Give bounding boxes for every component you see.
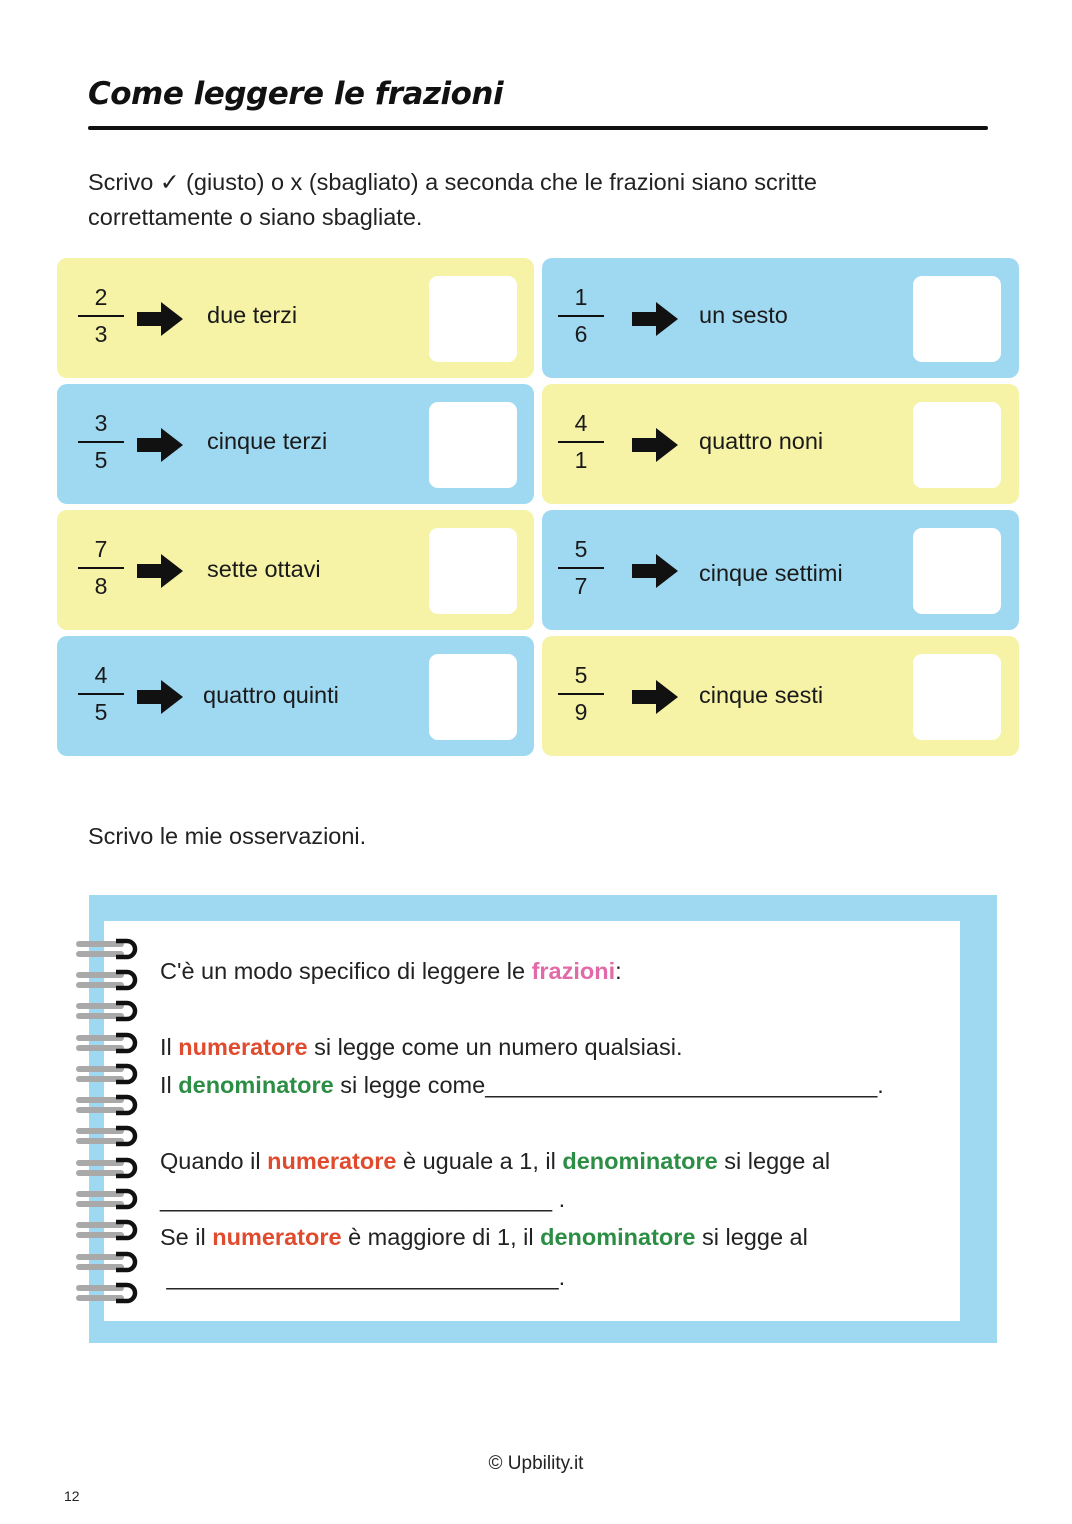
note-text: è maggiore di 1, il (341, 1224, 541, 1250)
answer-box[interactable] (429, 276, 517, 362)
fraction-bar (78, 441, 124, 443)
arrow-right-icon (632, 428, 678, 462)
page-title: Come leggere le frazioni (88, 76, 504, 112)
fraction-words: quattro quinti (203, 682, 339, 708)
note-line-2 (160, 1034, 682, 1061)
fraction-card (57, 636, 534, 756)
instructions-text-2: (giusto) o x (sbagliato) a seconda che le frazioni siano scritte correttamente o siano sbagliate. (88, 169, 817, 230)
answer-box[interactable] (913, 276, 1001, 362)
arrow-right-icon (632, 302, 678, 336)
arrow-right-icon (137, 302, 183, 336)
note-text: si legge al (717, 1148, 831, 1174)
fraction-bar (558, 315, 604, 317)
fraction-card (542, 636, 1019, 756)
spiral-ring-icon (76, 1032, 140, 1054)
answer-box[interactable] (913, 402, 1001, 488)
spiral-ring-icon (76, 1251, 140, 1273)
denominator: 7 (574, 573, 588, 599)
arrow-right-icon (137, 554, 183, 588)
fraction (75, 286, 127, 346)
answer-box[interactable] (913, 528, 1001, 614)
observations-prompt: Scrivo le mie osservazioni. (88, 823, 367, 849)
spiral-ring-icon (76, 938, 140, 960)
numerator: 4 (574, 410, 588, 436)
note-text: Quando il (160, 1148, 268, 1174)
arrow-right-icon (137, 680, 183, 714)
answer-box[interactable] (429, 528, 517, 614)
keyword-numeratore: numeratore (267, 1148, 397, 1174)
keyword-denominatore: denominatore (562, 1148, 718, 1174)
answer-box[interactable] (429, 402, 517, 488)
spiral-ring-icon (76, 1125, 140, 1147)
keyword-denominatore: denominatore (540, 1224, 696, 1250)
spiral-ring-icon (76, 969, 140, 991)
arrow-right-icon (632, 554, 678, 588)
fraction-words: cinque sesti (699, 682, 824, 708)
note-text: Se il (160, 1224, 213, 1250)
spiral-ring-icon (76, 1094, 140, 1116)
note-text: : (615, 958, 622, 984)
spiral-ring-icon (76, 1157, 140, 1179)
fraction-card (57, 258, 534, 378)
spiral-ring-icon (76, 1000, 140, 1022)
fraction-card (542, 510, 1019, 630)
answer-box[interactable] (429, 654, 517, 740)
fraction (555, 412, 607, 472)
spiral-ring-icon (76, 1188, 140, 1210)
fraction-card (542, 384, 1019, 504)
denominator: 9 (574, 699, 588, 725)
note-line-3 (160, 1072, 884, 1099)
fraction-bar (558, 693, 604, 695)
fraction (555, 286, 607, 346)
numerator: 3 (94, 410, 108, 436)
denominator: 3 (94, 321, 108, 347)
fraction-words: cinque terzi (207, 428, 328, 454)
denominator: 6 (574, 321, 588, 347)
page-number: 12 (64, 1488, 80, 1504)
keyword-numeratore: numeratore (212, 1224, 342, 1250)
numerator: 1 (574, 284, 588, 310)
fraction (75, 664, 127, 724)
note-line-6 (160, 1224, 808, 1251)
denominator: 8 (94, 573, 108, 599)
fill-in-blank[interactable]: ______________________________. (160, 1264, 566, 1290)
fraction-words: cinque settimi (699, 560, 843, 586)
fraction-bar (78, 693, 124, 695)
keyword-frazioni: frazioni (531, 958, 616, 984)
keyword-numeratore: numeratore (178, 1034, 308, 1060)
note-text: è uguale a 1, il (396, 1148, 563, 1174)
numerator: 7 (94, 536, 108, 562)
fraction-bar (558, 441, 604, 443)
check-mark-icon: ✓ (159, 169, 180, 195)
denominator: 5 (94, 447, 108, 473)
instructions-text-1: Scrivo (88, 169, 160, 195)
fraction (555, 664, 607, 724)
numerator: 5 (574, 536, 588, 562)
denominator: 5 (94, 699, 108, 725)
note-line-4 (160, 1148, 830, 1175)
arrow-right-icon (137, 428, 183, 462)
fraction (555, 538, 607, 598)
fraction-card (57, 510, 534, 630)
numerator: 4 (94, 662, 108, 688)
fraction-card (542, 258, 1019, 378)
note-text: si legge come un numero qualsiasi. (307, 1034, 683, 1060)
note-text: Il (160, 1034, 179, 1060)
note-line-1 (160, 958, 622, 985)
fraction-bar (78, 567, 124, 569)
spiral-ring-icon (76, 1282, 140, 1304)
fraction-bar (558, 567, 604, 569)
instructions (88, 165, 968, 235)
denominator: 1 (574, 447, 588, 473)
fraction-words: due terzi (207, 302, 298, 328)
fill-in-blank[interactable]: ______________________________ . (160, 1186, 566, 1212)
answer-box[interactable] (913, 654, 1001, 740)
fraction-words: un sesto (699, 302, 788, 328)
fraction-bar (78, 315, 124, 317)
note-text: C'è un modo specifico di leggere le (160, 958, 532, 984)
fraction-words: quattro noni (699, 428, 824, 454)
numerator: 5 (574, 662, 588, 688)
arrow-right-icon (632, 680, 678, 714)
fill-in-blank[interactable]: si legge come______________________________. (333, 1072, 884, 1098)
fraction-words: sette ottavi (207, 556, 321, 582)
spiral-ring-icon (76, 1219, 140, 1241)
title-underline (88, 126, 988, 130)
note-text: si legge al (695, 1224, 808, 1250)
spiral-ring-icon (76, 1063, 140, 1085)
keyword-denominatore: denominatore (178, 1072, 334, 1098)
numerator: 2 (94, 284, 108, 310)
note-text: Il (160, 1072, 179, 1098)
fraction (75, 538, 127, 598)
copyright-footer: © Upbility.it (488, 1453, 584, 1474)
fraction (75, 412, 127, 472)
fraction-card (57, 384, 534, 504)
